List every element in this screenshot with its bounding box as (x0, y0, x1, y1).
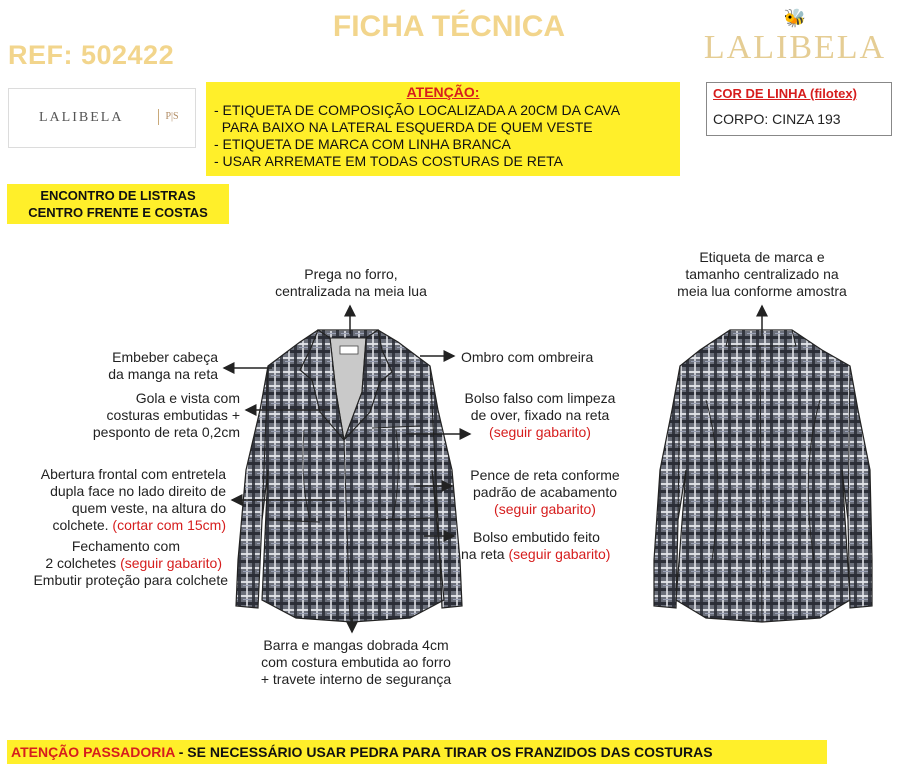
note-line: tamanho centralizado na (685, 266, 839, 282)
note-line: Gola e vista com (135, 390, 240, 406)
note-line: Barra e mangas dobrada 4cm (263, 637, 449, 653)
note-red: (seguir gabarito) (508, 546, 611, 562)
note-line: + travete interno de segurança (260, 671, 452, 687)
note-line: Fechamento com (71, 538, 180, 554)
stripes-line: ENCONTRO DE LISTRAS (40, 188, 196, 203)
note-line: Prega no forro, (304, 266, 398, 282)
note-fechamento (10, 538, 180, 555)
page-title: FICHA TÉCNICA (332, 10, 566, 43)
note-barra (236, 637, 476, 688)
note-line: 2 colchetes (45, 555, 117, 571)
label-wordmark: LALIBELA (39, 110, 124, 125)
note-ombro (461, 349, 593, 366)
note-line: Abertura frontal com entretela (40, 466, 226, 482)
note-gola (40, 390, 240, 441)
note-line: pesponto de reta 0,2cm (92, 424, 240, 440)
note-line: padrão de acabamento (473, 484, 617, 500)
attention-line: - USAR ARREMATE EM TODAS COSTURAS DE RETA (214, 153, 564, 169)
note-prega (256, 266, 446, 300)
reference-code: REF: 502422 (8, 40, 175, 70)
note-abertura (4, 466, 226, 534)
note-line: colchete. (52, 517, 109, 533)
attention-line: PARA BAIXO NA LATERAL ESQUERDA DE QUEM VESTE (214, 119, 593, 135)
note-line: dupla face no lado direito de (50, 483, 226, 499)
stripes-line: CENTRO FRENTE E COSTAS (28, 205, 208, 220)
note-line: de over, fixado na reta (470, 407, 610, 423)
note-bolso-falso (446, 390, 634, 441)
note-line: Etiqueta de marca e (699, 249, 825, 265)
note-red: (cortar com 15cm) (112, 517, 226, 533)
note-line: da manga na reta (108, 366, 218, 382)
note-colchetes (4, 555, 222, 572)
ironing-warning (7, 740, 827, 764)
note-line: Embeber cabeça (112, 349, 218, 365)
bee-icon: 🐝 (783, 8, 807, 28)
note-red: (seguir gabarito) (494, 501, 596, 517)
note-line: Pence de reta conforme (470, 467, 620, 483)
note-pence (452, 467, 638, 518)
note-red: (seguir gabarito) (120, 555, 222, 571)
note-bolso-embutido (461, 529, 610, 563)
note-etiqueta (656, 249, 868, 300)
note-line: Bolso embutido feito (473, 529, 600, 545)
note-red: (seguir gabarito) (489, 424, 591, 440)
attention-heading: ATENÇÃO: (406, 84, 480, 100)
note-line: Embutir proteção para colchete (33, 572, 228, 588)
note-line: costuras embutidas + (106, 407, 240, 423)
warning-text: - SE NECESSÁRIO USAR PEDRA PARA TIRAR OS FRANZIDOS DAS COSTURAS (174, 744, 713, 760)
note-line: Ombro com ombreira (461, 349, 594, 365)
thread-value: CORPO: CINZA 193 (713, 111, 841, 127)
note-line: Bolso falso com limpeza (464, 390, 616, 406)
front-jacket (236, 330, 462, 622)
back-jacket (654, 330, 872, 622)
note-line: na reta (461, 546, 505, 562)
label-suffix: P|S (158, 109, 185, 125)
note-line: quem veste, na altura do (71, 500, 226, 516)
attention-line: - ETIQUETA DE MARCA COM LINHA BRANCA (214, 136, 511, 152)
attention-line: - ETIQUETA DE COMPOSIÇÃO LOCALIZADA A 20CM DA CAVA (214, 102, 621, 118)
warning-label: ATENÇÃO PASSADORIA (11, 744, 175, 760)
note-line: meia lua conforme amostra (677, 283, 847, 299)
note-embeber (60, 349, 218, 383)
thread-heading: COR DE LINHA (filotex) (713, 86, 857, 101)
note-line: centralizada na meia lua (275, 283, 427, 299)
brand-wordmark: LALIBELA (703, 29, 887, 66)
note-embutir (4, 572, 228, 589)
note-line: com costura embutida ao forro (261, 654, 451, 670)
